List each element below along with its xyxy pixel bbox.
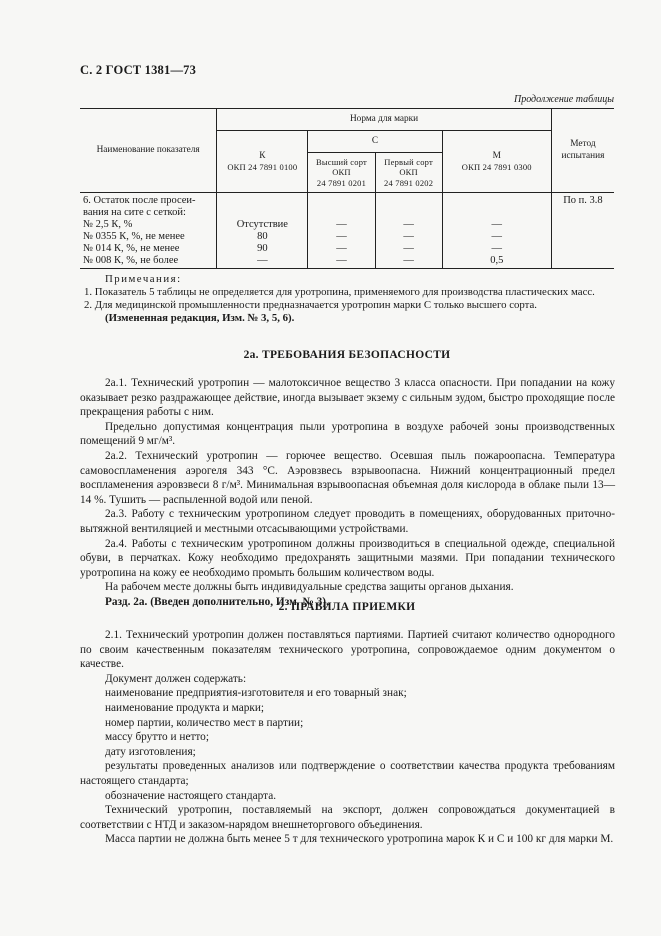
row-method-cell: По п. 3.8 xyxy=(551,193,614,269)
table-notes xyxy=(80,273,614,325)
header-mark-k: К ОКП 24 7891 0100 xyxy=(217,131,308,193)
row-mark-c2-cell: — — — — xyxy=(375,193,442,269)
row-indicator-cell: 6. Остаток после просеи- вания на сите с сеткой: № 2,5 К, % № 0355 К, %, не менее № 014 К, %, не менее № 008 К, %, не более xyxy=(80,193,217,269)
notes-title: Примечания: xyxy=(105,273,182,285)
list-item: наименование предприятия-изготовителя и его товарный знак; xyxy=(105,687,407,700)
table-row xyxy=(80,193,614,269)
list-item: дату изготовления; xyxy=(105,745,196,758)
table-continuation-label: Продолжение таблицы xyxy=(513,94,614,105)
row-mark-k-cell: Отсутствие 80 90 — xyxy=(217,193,308,269)
paragraph: Технический уротропин, поставляемый на экспорт, должен сопровождаться документацией в соответствии с НТД и заказом-нарядом внешнеторгового объединения. xyxy=(80,804,615,831)
paragraph: 2а.3. Работу с техническим уротропином следует проводить в помещениях, оборудованных приточно-вытяжной вентиляцией и местными отсасывающими устройствами. xyxy=(80,508,615,535)
norms-table xyxy=(80,108,614,269)
paragraph: 2а.1. Технический уротропин — малотоксичное вещество 3 класса опасности. При попадании на кожу оказывает резко раздражающее действие, иногда вызывает экзему с сильным зудом, быстро проходящие после прекращения работы с ним. xyxy=(80,377,615,419)
row-mark-m-cell: — — — 0,5 xyxy=(442,193,551,269)
list-item: номер партии, количество мест в партии; xyxy=(105,716,304,729)
header-mark-c-first-grade: Первый сорт ОКП 24 7891 0202 xyxy=(375,153,442,193)
paragraph: Документ должен содержать: xyxy=(105,672,247,685)
paragraph: Масса партии не должна быть менее 5 т для технического уротропина марок К и С и 100 кг для марки М. xyxy=(105,833,614,846)
header-mark-m: М ОКП 24 7891 0300 xyxy=(442,131,551,193)
list-item: результаты проведенных анализов или подтверждение о соответствии качества продукта требованиям настоящего стандарта; xyxy=(80,760,615,787)
header-test-method: Метод испытания xyxy=(551,109,614,193)
paragraph: На рабочем месте должны быть индивидуальные средства защиты органов дыхания. xyxy=(105,581,514,594)
section-2-title: 2. ПРАВИЛА ПРИЕМКИ xyxy=(278,601,416,613)
note-1: 1. Показатель 5 таблицы не определяется для уротропина, применяемого для производства пластических масс. xyxy=(84,286,595,298)
row-mark-c1-cell: — — — — xyxy=(308,193,375,269)
section-2a-body xyxy=(80,376,615,610)
paragraph: 2а.4. Работы с техническим уротропином должны производиться в специальной одежде, специальной обуви, в перчатках. Кожу необходимо предохранять защитными мазями. При попадании технического уротропина на кожу ее необходимо промыть большим количеством воды. xyxy=(80,537,615,579)
page-header: С. 2 ГОСТ 1381—73 xyxy=(80,63,197,77)
header-mark-c: С xyxy=(308,131,442,153)
header-mark-c-top-grade: Высший сорт ОКП 24 7891 0201 xyxy=(308,153,375,193)
list-item: обозначение настоящего стандарта. xyxy=(105,789,277,802)
note-2: 2. Для медицинской промышленности предназначается уротропин марки С только высшего сорта. xyxy=(84,299,537,311)
section-2a-title: 2а. ТРЕБОВАНИЯ БЕЗОПАСНОСТИ xyxy=(243,349,451,361)
paragraph: 2а.2. Технический уротропин — горючее вещество. Осевшая пыль пожароопасна. Температура самовоспламенения аэрогеля 343 °С. Аэровзвесь взрывоопасна. Нижний концентрационный предел воспламенения аэровзвеси 8 г/м³. Минимальная взрывоопасная объемная доля кислорода в облаке пыли 13—14 %. Тушить — распыленной водой или пеной. xyxy=(80,449,615,506)
paragraph: 2.1. Технический уротропин должен поставляться партиями. Партией считают количество однородного по своим качественным показателям технического уротропина, сопровождаемое одним документом о качестве. xyxy=(80,629,615,671)
edition-note: (Измененная редакция, Изм. № 3, 5, 6). xyxy=(105,312,295,324)
list-item: наименование продукта и марки; xyxy=(105,701,265,714)
header-indicator-name: Наименование показателя xyxy=(80,109,217,193)
section-2a-edition-note: Разд. 2а. (Введен дополнительно, Изм. № 3). xyxy=(105,595,329,608)
list-item: массу брутто и нетто; xyxy=(105,731,209,744)
section-2-body xyxy=(80,628,615,847)
paragraph: Предельно допустимая концентрация пыли уротропина в воздухе рабочей зоны производственных помещений 9 мг/м³. xyxy=(80,420,615,448)
header-norm-for-mark: Норма для марки xyxy=(217,109,552,131)
